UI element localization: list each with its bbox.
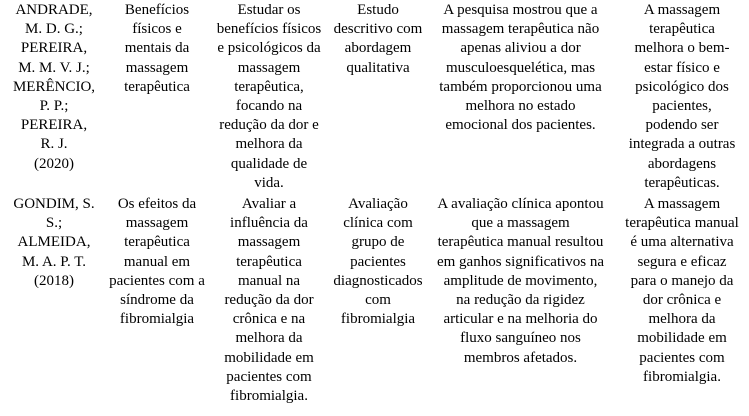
row-1-method-cell: Estudo descritivo com abordagem qualitativa [333, 2, 423, 76]
row-2-conclusion-cell: A massagem terapêutica manual é uma alternativa segura e eficaz para o manejo da dor crônica e melhora da mobilidade em pacientes com fibromialgia. [625, 196, 739, 385]
row-1-authors-cell: ANDRADE, M. D. G.; PEREIRA, M. M. V. J.; MERÊNCIO, P. P.; PEREIRA, R. J. (2020) [12, 2, 96, 172]
row-1-objective-cell: Estudar os benefícios físicos e psicológicos da massagem terapêutica, focando na redução da dor e melhora da qualidade de vida. [216, 2, 322, 191]
row-2-results-cell: A avaliação clínica apontou que a massagem terapêutica manual resultou em ganhos significativos na amplitude de movimento, na redução da rigidez articular e na melhoria do fluxo sanguíneo nos membros afetados. [436, 196, 605, 366]
row-1-results-cell: A pesquisa mostrou que a massagem terapêutica não apenas aliviou a dor musculoesquelética, mas também proporcionou uma melhora no estado emocional dos pacientes. [439, 2, 602, 134]
row-2-authors-cell: GONDIM, S. S.; ALMEIDA, M. A. P. T. (2018) [13, 196, 95, 289]
row-2-title-cell: Os efeitos da massagem terapêutica manual em pacientes com a síndrome da fibromialgia [109, 196, 205, 328]
row-1-title-cell: Benefícios físicos e mentais da massagem terapêutica [124, 2, 190, 95]
row-2-method-cell: Avaliação clínica com grupo de pacientes diagnosticados com fibromialgia [333, 196, 423, 328]
row-2-objective-cell: Avaliar a influência da massagem terapêutica manual na redução da dor crônica e na melhora da mobilidade em pacientes com fibromialgia. [224, 196, 314, 405]
row-1-conclusion-cell: A massagem terapêutica melhora o bem- estar físico e psicológico dos pacientes, podendo ser integrada a outras abordagens terapêuticas. [628, 2, 736, 191]
